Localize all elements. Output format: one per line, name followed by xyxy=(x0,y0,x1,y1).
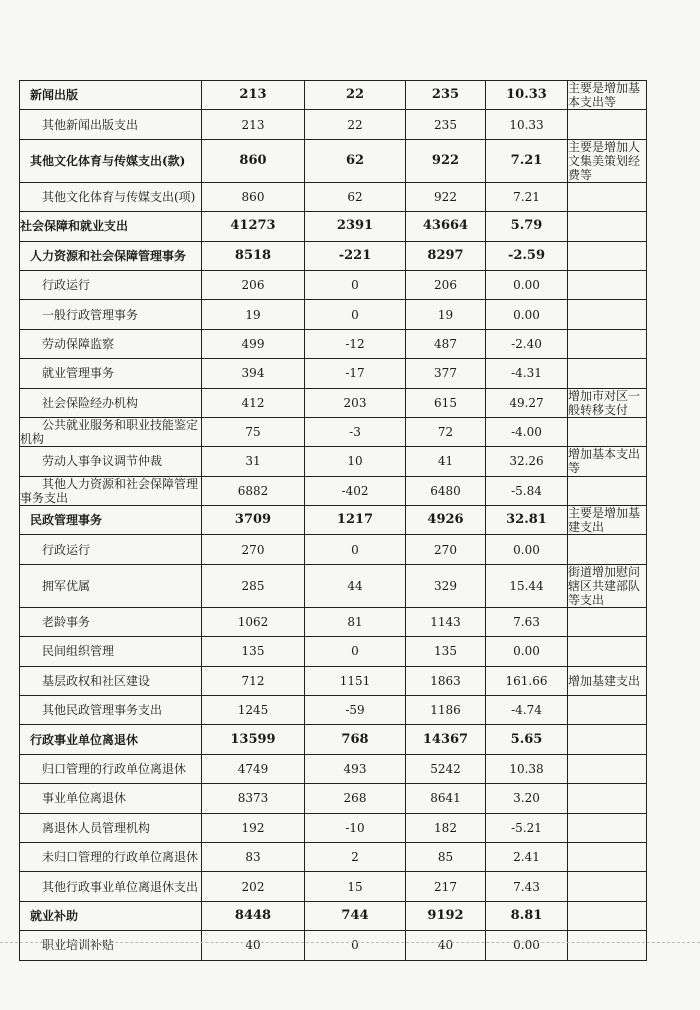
note-cell xyxy=(568,359,647,388)
growth-rate-cell: 7.21 xyxy=(486,182,568,211)
budget-current-cell: 1143 xyxy=(406,607,486,636)
note-cell xyxy=(568,329,647,358)
growth-rate-cell: 10.33 xyxy=(486,110,568,139)
budget-change-cell: 2 xyxy=(305,842,406,871)
budget-change-cell: 768 xyxy=(305,725,406,754)
table-row xyxy=(20,637,647,666)
table-row xyxy=(20,359,647,388)
growth-rate-cell: 8.81 xyxy=(486,901,568,930)
budget-prev-cell: 3709 xyxy=(202,506,305,535)
budget-change-cell: 81 xyxy=(305,607,406,636)
growth-rate-cell: 0.00 xyxy=(486,270,568,299)
note-cell: 主要是增加基建支出 xyxy=(568,506,647,535)
item-name-cell: 其他民政管理事务支出 xyxy=(20,696,202,725)
note-cell xyxy=(568,182,647,211)
note-cell xyxy=(568,607,647,636)
item-name-cell: 离退休人员管理机构 xyxy=(20,813,202,842)
item-name-cell: 新闻出版 xyxy=(20,81,202,110)
budget-change-cell: 0 xyxy=(305,300,406,329)
budget-prev-cell: 19 xyxy=(202,300,305,329)
note-cell xyxy=(568,212,647,241)
table-row xyxy=(20,506,647,535)
table-row xyxy=(20,447,647,476)
budget-prev-cell: 499 xyxy=(202,329,305,358)
growth-rate-cell: 15.44 xyxy=(486,564,568,607)
note-cell xyxy=(568,535,647,564)
budget-change-cell: -12 xyxy=(305,329,406,358)
budget-current-cell: 922 xyxy=(406,139,486,182)
item-name-cell: 社会保障和就业支出 xyxy=(20,212,202,241)
growth-rate-cell: -4.00 xyxy=(486,417,568,446)
item-name-cell: 其他行政事业单位离退休支出 xyxy=(20,872,202,901)
budget-prev-cell: 213 xyxy=(202,110,305,139)
budget-current-cell: 329 xyxy=(406,564,486,607)
budget-change-cell: 744 xyxy=(305,901,406,930)
budget-prev-cell: 13599 xyxy=(202,725,305,754)
table-row xyxy=(20,241,647,270)
budget-current-cell: 217 xyxy=(406,872,486,901)
budget-prev-cell: 860 xyxy=(202,182,305,211)
budget-prev-cell: 75 xyxy=(202,417,305,446)
item-name-cell: 劳动保障监察 xyxy=(20,329,202,358)
item-name-cell: 拥军优属 xyxy=(20,564,202,607)
budget-change-cell: 2391 xyxy=(305,212,406,241)
budget-change-cell: 62 xyxy=(305,139,406,182)
budget-current-cell: 182 xyxy=(406,813,486,842)
item-name-cell: 老龄事务 xyxy=(20,607,202,636)
note-cell xyxy=(568,872,647,901)
budget-prev-cell: 83 xyxy=(202,842,305,871)
item-name-cell: 公共就业服务和职业技能鉴定机构 xyxy=(20,417,202,446)
budget-prev-cell: 4749 xyxy=(202,754,305,783)
table-row xyxy=(20,182,647,211)
budget-prev-cell: 206 xyxy=(202,270,305,299)
table-row xyxy=(20,417,647,446)
budget-current-cell: 615 xyxy=(406,388,486,417)
note-cell xyxy=(568,754,647,783)
growth-rate-cell: -2.59 xyxy=(486,241,568,270)
table-row xyxy=(20,784,647,813)
budget-current-cell: 41 xyxy=(406,447,486,476)
growth-rate-cell: 7.43 xyxy=(486,872,568,901)
growth-rate-cell: 32.81 xyxy=(486,506,568,535)
budget-current-cell: 377 xyxy=(406,359,486,388)
note-cell xyxy=(568,696,647,725)
growth-rate-cell: -4.31 xyxy=(486,359,568,388)
item-name-cell: 事业单位离退休 xyxy=(20,784,202,813)
note-cell: 增加基本支出等 xyxy=(568,447,647,476)
table-row xyxy=(20,901,647,930)
growth-rate-cell: 161.66 xyxy=(486,666,568,695)
growth-rate-cell: 10.38 xyxy=(486,754,568,783)
budget-change-cell: 203 xyxy=(305,388,406,417)
item-name-cell: 一般行政管理事务 xyxy=(20,300,202,329)
growth-rate-cell: 10.33 xyxy=(486,81,568,110)
budget-prev-cell: 394 xyxy=(202,359,305,388)
item-name-cell: 归口管理的行政单位离退休 xyxy=(20,754,202,783)
table-row xyxy=(20,476,647,505)
budget-prev-cell: 8518 xyxy=(202,241,305,270)
table-row xyxy=(20,842,647,871)
item-name-cell: 职业培训补贴 xyxy=(20,931,202,960)
note-cell xyxy=(568,784,647,813)
note-cell xyxy=(568,417,647,446)
item-name-cell: 行政运行 xyxy=(20,535,202,564)
budget-current-cell: 8641 xyxy=(406,784,486,813)
item-name-cell: 其他新闻出版支出 xyxy=(20,110,202,139)
note-cell xyxy=(568,270,647,299)
growth-rate-cell: 0.00 xyxy=(486,535,568,564)
table-row xyxy=(20,754,647,783)
budget-prev-cell: 1062 xyxy=(202,607,305,636)
growth-rate-cell: 7.21 xyxy=(486,139,568,182)
item-name-cell: 基层政权和社区建设 xyxy=(20,666,202,695)
budget-current-cell: 5242 xyxy=(406,754,486,783)
item-name-cell: 社会保险经办机构 xyxy=(20,388,202,417)
item-name-cell: 劳动人事争议调节仲裁 xyxy=(20,447,202,476)
budget-change-cell: 268 xyxy=(305,784,406,813)
growth-rate-cell: 32.26 xyxy=(486,447,568,476)
note-cell xyxy=(568,476,647,505)
table-row xyxy=(20,300,647,329)
growth-rate-cell: 0.00 xyxy=(486,637,568,666)
item-name-cell: 人力资源和社会保障管理事务 xyxy=(20,241,202,270)
budget-prev-cell: 285 xyxy=(202,564,305,607)
budget-prev-cell: 202 xyxy=(202,872,305,901)
budget-prev-cell: 31 xyxy=(202,447,305,476)
growth-rate-cell: 49.27 xyxy=(486,388,568,417)
budget-prev-cell: 860 xyxy=(202,139,305,182)
budget-change-cell: 44 xyxy=(305,564,406,607)
note-cell xyxy=(568,901,647,930)
budget-current-cell: 270 xyxy=(406,535,486,564)
budget-prev-cell: 192 xyxy=(202,813,305,842)
note-cell xyxy=(568,637,647,666)
note-cell: 主要是增加人文集美策划经费等 xyxy=(568,139,647,182)
growth-rate-cell: 3.20 xyxy=(486,784,568,813)
item-name-cell: 其他人力资源和社会保障管理事务支出 xyxy=(20,476,202,505)
table-row xyxy=(20,564,647,607)
budget-current-cell: 1186 xyxy=(406,696,486,725)
budget-current-cell: 40 xyxy=(406,931,486,960)
budget-current-cell: 14367 xyxy=(406,725,486,754)
budget-current-cell: 235 xyxy=(406,110,486,139)
note-cell: 增加基建支出 xyxy=(568,666,647,695)
table-row xyxy=(20,329,647,358)
note-cell: 主要是增加基本支出等 xyxy=(568,81,647,110)
budget-current-cell: 4926 xyxy=(406,506,486,535)
item-name-cell: 民政管理事务 xyxy=(20,506,202,535)
budget-change-cell: 62 xyxy=(305,182,406,211)
growth-rate-cell: -5.21 xyxy=(486,813,568,842)
note-cell xyxy=(568,813,647,842)
budget-change-cell: -3 xyxy=(305,417,406,446)
budget-prev-cell: 8448 xyxy=(202,901,305,930)
note-cell xyxy=(568,300,647,329)
note-cell: 增加市对区一般转移支付 xyxy=(568,388,647,417)
budget-current-cell: 72 xyxy=(406,417,486,446)
item-name-cell: 就业补助 xyxy=(20,901,202,930)
note-cell: 街道增加慰问辖区共建部队等支出 xyxy=(568,564,647,607)
budget-prev-cell: 6882 xyxy=(202,476,305,505)
table-row xyxy=(20,535,647,564)
note-cell xyxy=(568,110,647,139)
budget-current-cell: 135 xyxy=(406,637,486,666)
budget-prev-cell: 213 xyxy=(202,81,305,110)
item-name-cell: 其他文化体育与传媒支出(项) xyxy=(20,182,202,211)
growth-rate-cell: 5.65 xyxy=(486,725,568,754)
item-name-cell: 行政运行 xyxy=(20,270,202,299)
budget-change-cell: 10 xyxy=(305,447,406,476)
table-row xyxy=(20,139,647,182)
item-name-cell: 民间组织管理 xyxy=(20,637,202,666)
budget-change-cell: -17 xyxy=(305,359,406,388)
budget-current-cell: 8297 xyxy=(406,241,486,270)
budget-change-cell: 0 xyxy=(305,637,406,666)
growth-rate-cell: 5.79 xyxy=(486,212,568,241)
table-row xyxy=(20,607,647,636)
item-name-cell: 行政事业单位离退休 xyxy=(20,725,202,754)
item-name-cell: 其他文化体育与传媒支出(款) xyxy=(20,139,202,182)
budget-table xyxy=(19,80,647,961)
budget-current-cell: 235 xyxy=(406,81,486,110)
budget-change-cell: 15 xyxy=(305,872,406,901)
table-row xyxy=(20,696,647,725)
budget-change-cell: -221 xyxy=(305,241,406,270)
note-cell xyxy=(568,241,647,270)
table-row xyxy=(20,666,647,695)
table-row xyxy=(20,110,647,139)
growth-rate-cell: 0.00 xyxy=(486,931,568,960)
budget-prev-cell: 412 xyxy=(202,388,305,417)
budget-prev-cell: 1245 xyxy=(202,696,305,725)
budget-prev-cell: 270 xyxy=(202,535,305,564)
item-name-cell: 就业管理事务 xyxy=(20,359,202,388)
budget-current-cell: 206 xyxy=(406,270,486,299)
table-row xyxy=(20,388,647,417)
item-name-cell: 未归口管理的行政单位离退休 xyxy=(20,842,202,871)
note-cell xyxy=(568,725,647,754)
budget-change-cell: 493 xyxy=(305,754,406,783)
growth-rate-cell: 7.63 xyxy=(486,607,568,636)
growth-rate-cell: -5.84 xyxy=(486,476,568,505)
budget-current-cell: 43664 xyxy=(406,212,486,241)
budget-change-cell: -402 xyxy=(305,476,406,505)
note-cell xyxy=(568,842,647,871)
budget-change-cell: 0 xyxy=(305,535,406,564)
budget-current-cell: 85 xyxy=(406,842,486,871)
table-row xyxy=(20,931,647,960)
growth-rate-cell: -2.40 xyxy=(486,329,568,358)
budget-change-cell: 22 xyxy=(305,81,406,110)
budget-change-cell: 1217 xyxy=(305,506,406,535)
budget-change-cell: 22 xyxy=(305,110,406,139)
table-row xyxy=(20,270,647,299)
budget-current-cell: 19 xyxy=(406,300,486,329)
budget-current-cell: 1863 xyxy=(406,666,486,695)
table-row xyxy=(20,813,647,842)
budget-change-cell: 0 xyxy=(305,270,406,299)
table-row xyxy=(20,212,647,241)
note-cell xyxy=(568,931,647,960)
budget-prev-cell: 135 xyxy=(202,637,305,666)
scan-artifact-line xyxy=(0,942,700,944)
budget-prev-cell: 40 xyxy=(202,931,305,960)
table-row xyxy=(20,872,647,901)
budget-table-body xyxy=(20,81,647,961)
budget-prev-cell: 8373 xyxy=(202,784,305,813)
table-row xyxy=(20,81,647,110)
budget-change-cell: 0 xyxy=(305,931,406,960)
budget-prev-cell: 41273 xyxy=(202,212,305,241)
budget-change-cell: 1151 xyxy=(305,666,406,695)
budget-current-cell: 922 xyxy=(406,182,486,211)
budget-current-cell: 6480 xyxy=(406,476,486,505)
budget-current-cell: 487 xyxy=(406,329,486,358)
budget-prev-cell: 712 xyxy=(202,666,305,695)
budget-current-cell: 9192 xyxy=(406,901,486,930)
table-row xyxy=(20,725,647,754)
budget-change-cell: -59 xyxy=(305,696,406,725)
growth-rate-cell: -4.74 xyxy=(486,696,568,725)
growth-rate-cell: 0.00 xyxy=(486,300,568,329)
budget-change-cell: -10 xyxy=(305,813,406,842)
growth-rate-cell: 2.41 xyxy=(486,842,568,871)
